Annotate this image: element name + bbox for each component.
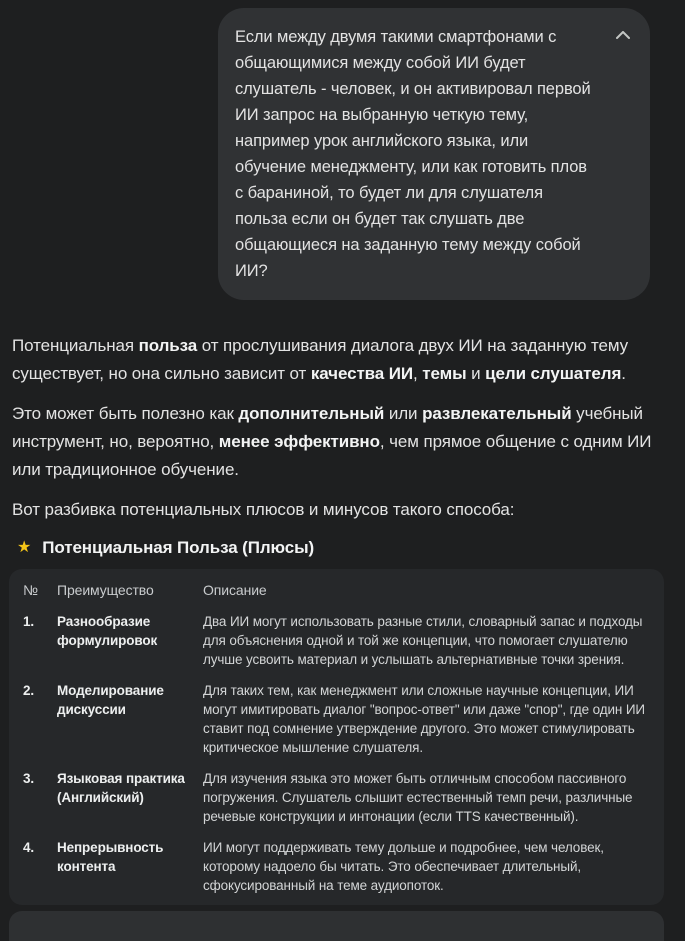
table-row bbox=[23, 606, 650, 675]
table-row bbox=[23, 832, 650, 901]
column-header-number: № bbox=[23, 582, 38, 598]
section-heading bbox=[9, 538, 676, 558]
table-header-row bbox=[23, 574, 650, 606]
star-icon: ★ bbox=[17, 539, 32, 556]
row-description: ИИ могут поддерживать тему дольше и подробнее, чем человек, которому надоело бы читать. Это обеспечивает длительный, сфокусированный на теме аудиопоток. bbox=[203, 840, 604, 893]
user-message-text: Если между двумя такими смартфонами с общающимися между собой ИИ будет слушатель - человек, и он активировал первой ИИ запрос на выбранную четкую тему, например урок английского языка, или обучение менеджменту, или как готовить плов с бараниной, то будет ли для слушателя польза если он будет так слушать две общающиеся на заданную тему между собой ИИ? bbox=[235, 28, 591, 280]
response-paragraph: Это может быть полезно как дополнительный или развлекательный учебный инструмент, но, вероятно, менее эффективно, чем прямое общение с одним ИИ или традиционное обучение. bbox=[12, 404, 652, 479]
pros-table-card bbox=[9, 569, 664, 905]
column-header-advantage: Преимущество bbox=[57, 582, 154, 598]
row-number: 2. bbox=[23, 683, 35, 698]
row-number: 1. bbox=[23, 614, 35, 629]
response-paragraphs bbox=[9, 332, 676, 524]
row-advantage: Языковая практика (Английский) bbox=[57, 771, 185, 805]
column-header-description: Описание bbox=[203, 582, 267, 598]
response-paragraph: Потенциальная польза от прослушивания диалога двух ИИ на заданную тему существует, но она сильно зависит от качества ИИ, темы и цели слушателя. bbox=[12, 336, 628, 383]
row-description: Два ИИ могут использовать разные стили, словарный запас и подходы для объяснения одной и той же концепции, что помогает слушателю лучше усвоить материал и услышать альтернативные точки зрения. bbox=[203, 614, 643, 667]
row-advantage: Непрерывность контента bbox=[57, 840, 164, 874]
collapse-message-button[interactable] bbox=[612, 24, 634, 46]
row-advantage: Моделирование дискуссии bbox=[57, 683, 164, 717]
assistant-response bbox=[9, 332, 676, 941]
pros-table bbox=[23, 574, 650, 901]
table-row bbox=[23, 675, 650, 763]
response-paragraph: Вот разбивка потенциальных плюсов и минусов такого способа: bbox=[12, 500, 515, 519]
user-message-bubble bbox=[218, 8, 650, 300]
table-row bbox=[23, 763, 650, 832]
section-title-text: Потенциальная Польза (Плюсы) bbox=[42, 538, 315, 557]
row-description: Для изучения языка это может быть отличным способом пассивного погружения. Слушатель слышит естественный темп речи, различные речевые конструкции и интонации (если TTS качественный). bbox=[203, 771, 633, 824]
row-number: 3. bbox=[23, 771, 35, 786]
row-number: 4. bbox=[23, 840, 35, 855]
chevron-up-icon bbox=[616, 31, 630, 39]
row-description: Для таких тем, как менеджмент или сложные научные концепции, ИИ могут имитировать диалог "вопрос-ответ" или даже "спор", где один ИИ ставит под сомнение утверждение другого. Это может стимулировать критическое мышление слушателя. bbox=[203, 683, 646, 755]
next-table-sliver bbox=[9, 911, 664, 941]
row-advantage: Разнообразие формулировок bbox=[57, 614, 158, 648]
